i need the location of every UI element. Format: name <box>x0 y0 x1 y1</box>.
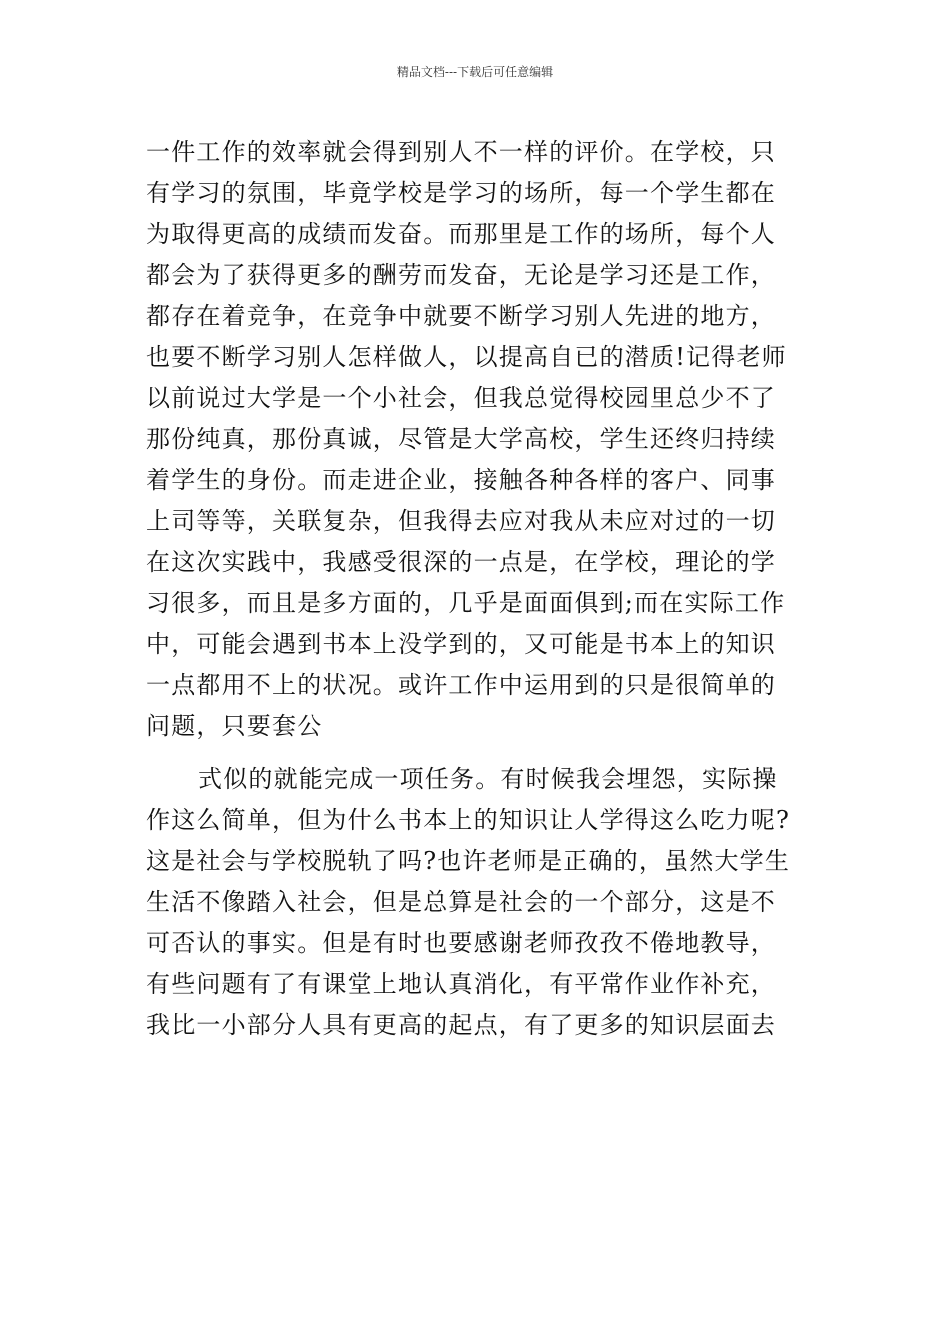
text-line: 中，可能会遇到书本上没学到的，又可能是书本上的知识 <box>146 630 776 658</box>
text-line: 有些问题有了有课堂上地认真消化，有平常作业作补充， <box>146 970 776 998</box>
page-header: 精品文档---下载后可任意编辑 <box>396 65 554 79</box>
paragraph-gap <box>146 747 806 759</box>
text-line: 那份纯真，那份真诚，尽管是大学高校，学生还终归持续 <box>146 425 776 453</box>
paragraph-1 <box>146 132 806 747</box>
text-line: 都存在着竞争，在竞争中就要不断学习别人先进的地方， <box>146 302 776 330</box>
text-line: 一件工作的效率就会得到别人不一样的评价。在学校，只 <box>146 138 776 166</box>
text-line: 这是社会与学校脱轨了吗?也许老师是正确的，虽然大学生 <box>146 847 791 875</box>
text-line: 作这么简单，但为什么书本上的知识让人学得这么吃力呢? <box>146 806 791 834</box>
text-line: 为取得更高的成绩而发奋。而那里是工作的场所，每个人 <box>146 220 776 248</box>
text-line: 都会为了获得更多的酬劳而发奋，无论是学习还是工作， <box>146 261 776 289</box>
text-line: 问题，只要套公 <box>146 712 323 740</box>
text-line: 上司等等，关联复杂，但我得去应对我从未应对过的一切 <box>146 507 776 535</box>
text-line: 以前说过大学是一个小社会，但我总觉得校园里总少不了 <box>146 384 776 412</box>
text-line: 也要不断学习别人怎样做人，以提高自已的潜质!记得老师 <box>146 343 787 371</box>
paragraph-2 <box>146 759 806 1046</box>
text-line: 习很多，而且是多方面的，几乎是面面俱到;而在实际工作 <box>146 589 786 617</box>
document-body <box>146 132 806 1046</box>
text-line: 生活不像踏入社会，但是总算是社会的一个部分，这是不 <box>146 888 776 916</box>
text-line: 我比一小部分人具有更高的起点，有了更多的知识层面去 <box>146 1011 776 1039</box>
text-line: 着学生的身份。而走进企业，接触各种各样的客户、同事 <box>146 466 776 494</box>
text-line: 有学习的氛围，毕竟学校是学习的场所，每一个学生都在 <box>146 179 776 207</box>
text-line: 式似的就能完成一项任务。有时候我会埋怨，实际操 <box>198 765 778 793</box>
text-line: 一点都用不上的状况。或许工作中运用到的只是很简单的 <box>146 671 776 699</box>
text-line: 可否认的事实。但是有时也要感谢老师孜孜不倦地教导， <box>146 929 776 957</box>
text-line: 在这次实践中，我感受很深的一点是，在学校，理论的学 <box>146 548 776 576</box>
